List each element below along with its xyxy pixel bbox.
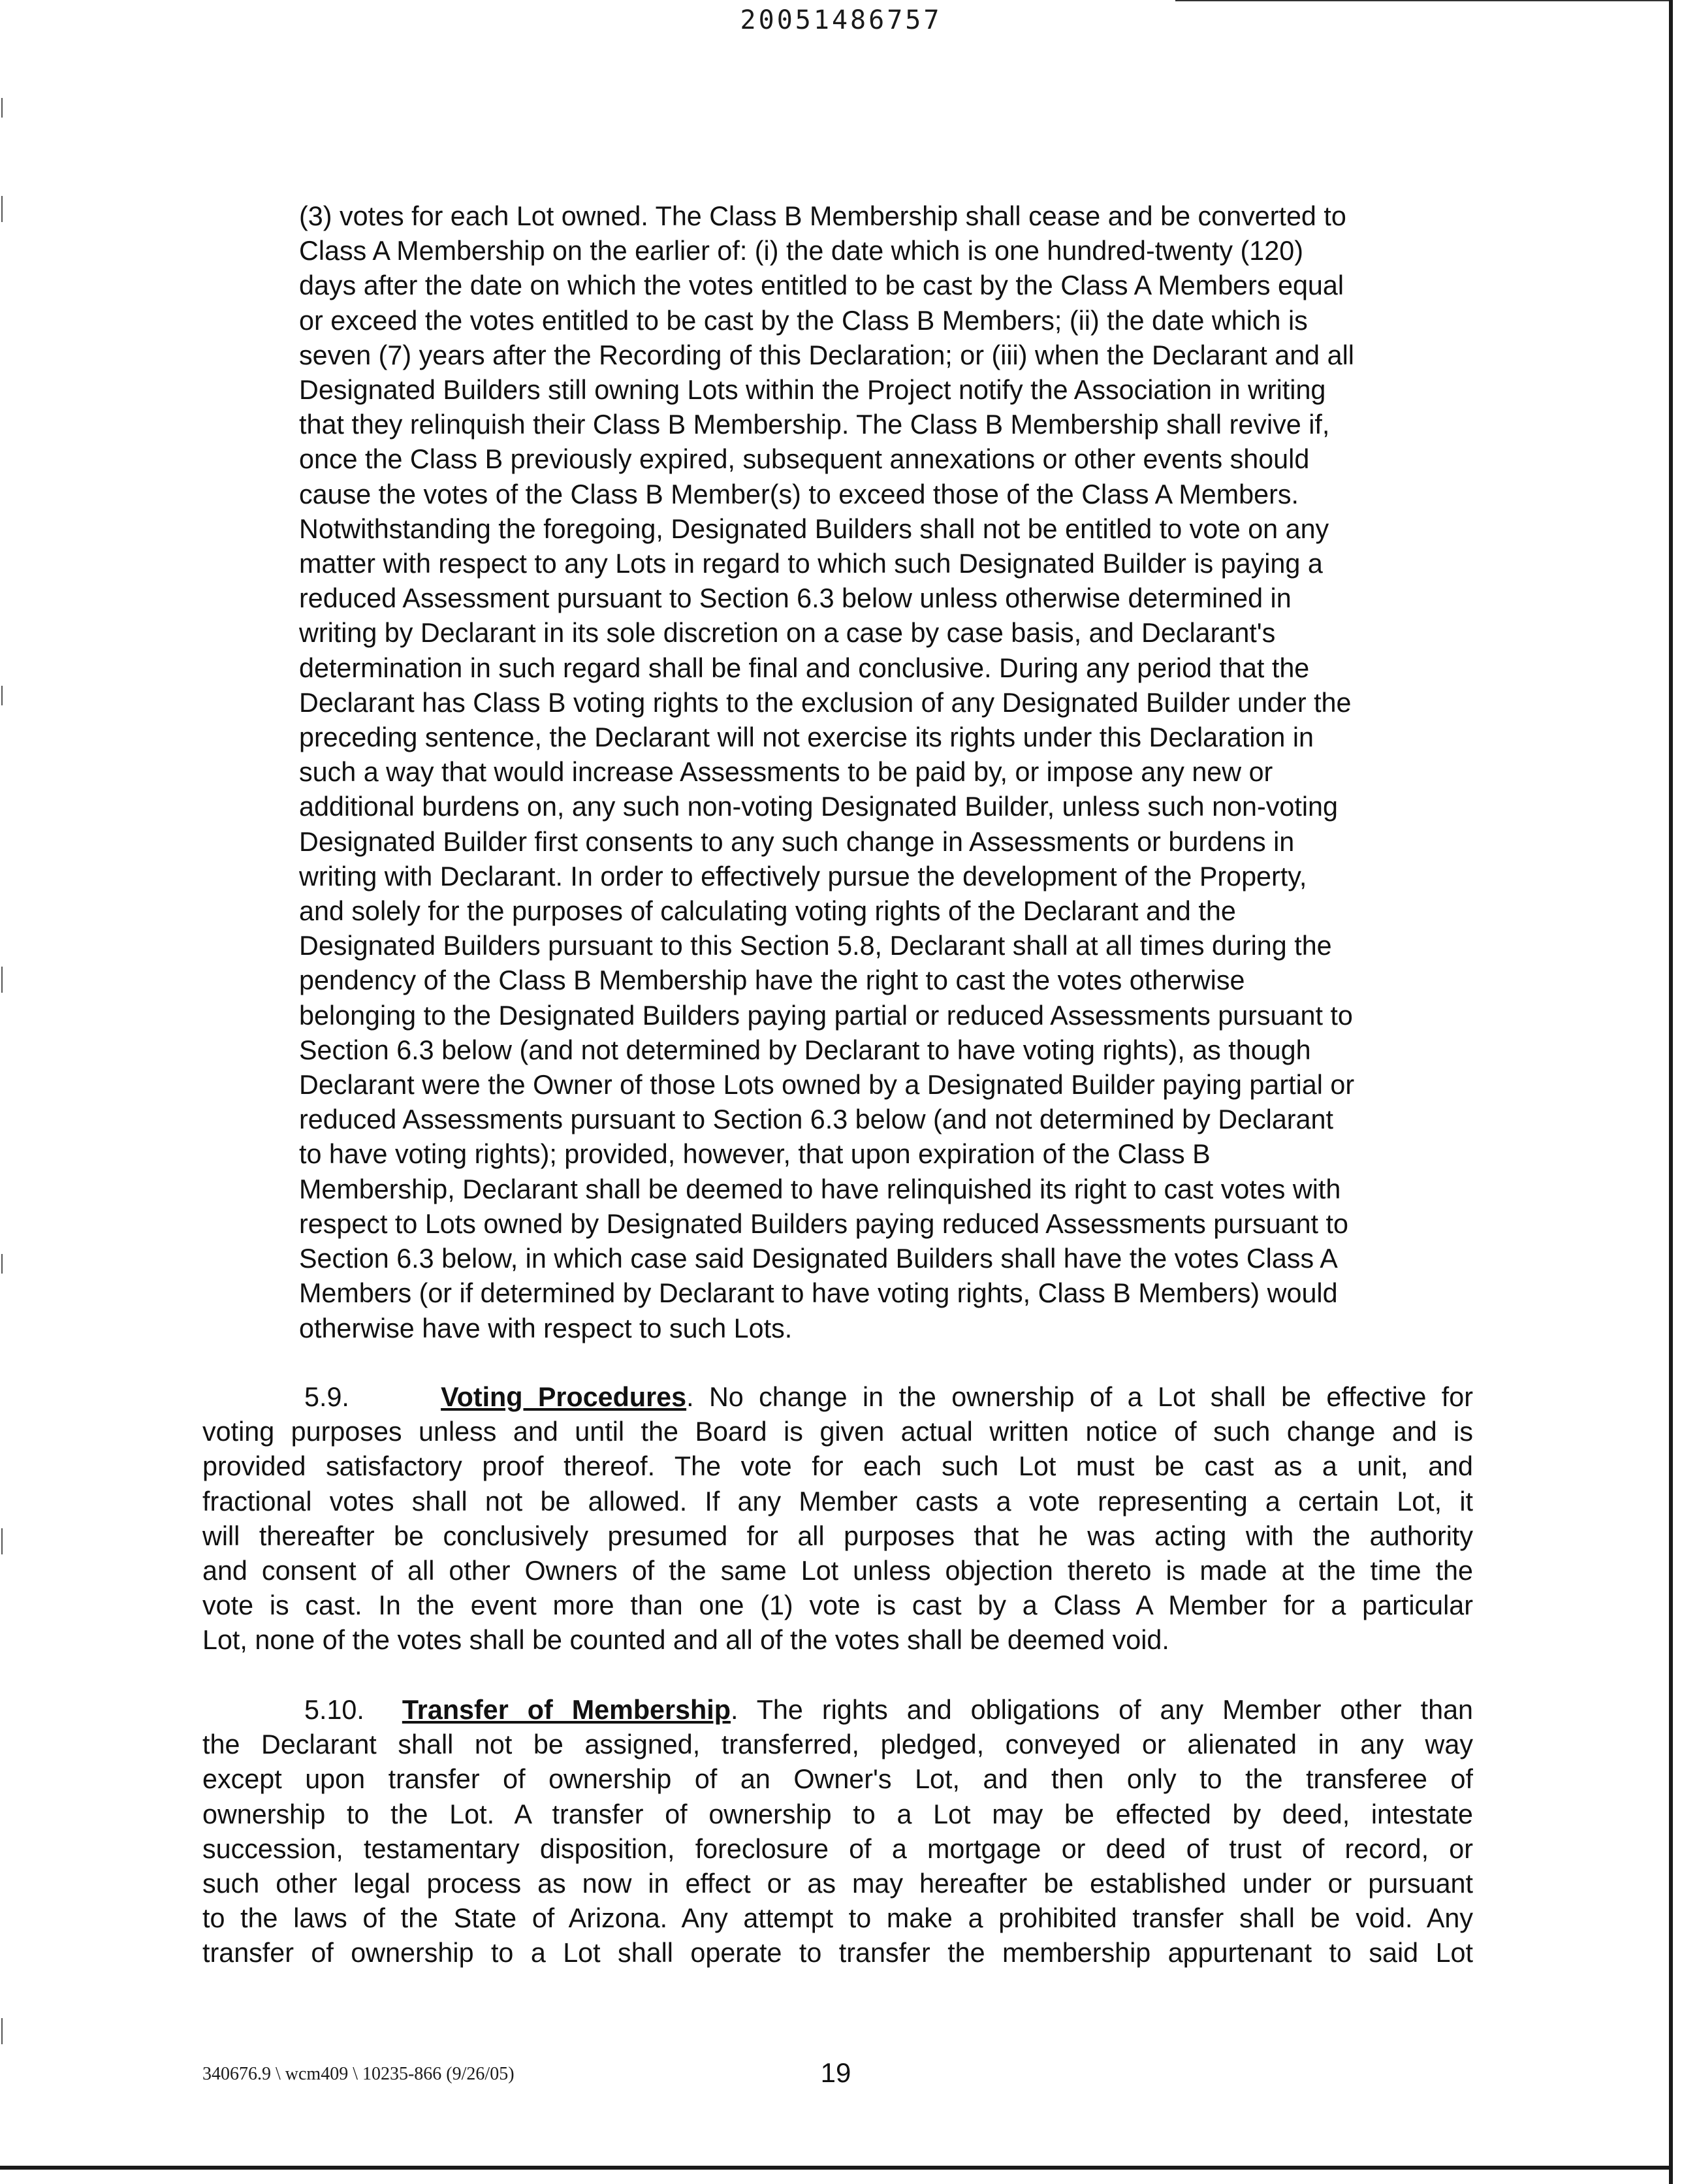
section-5-10 bbox=[202, 1693, 1473, 1971]
section-title: Transfer of Membership bbox=[402, 1695, 731, 1725]
section-title: Voting Procedures bbox=[441, 1382, 687, 1412]
text-line: Lot, none of the votes shall be counted and all of the votes shall be deemed void. bbox=[202, 1625, 1169, 1656]
text-line: determination in such regard shall be final and conclusive. During any period that the bbox=[299, 652, 1310, 683]
text-line: once the Class B previously expired, subsequent annexations or other events should bbox=[299, 444, 1310, 475]
footer-document-reference: 340676.9 \ wcm409 \ 10235-866 (9/26/05) bbox=[202, 2064, 515, 2084]
text-line: cause the votes of the Class B Member(s) to exceed those of the Class A Members. bbox=[299, 479, 1299, 509]
text-line: Membership, Declarant shall be deemed to have relinquished its right to cast votes with bbox=[299, 1174, 1341, 1204]
text-line: Declarant were the Owner of those Lots owned by a Designated Builder paying partial or bbox=[299, 1070, 1355, 1100]
section-number: 5.10. bbox=[304, 1695, 364, 1725]
text-line: pendency of the Class B Membership have the right to cast the votes otherwise bbox=[299, 965, 1245, 996]
text-fragment: . The rights and obligations of any Member other than bbox=[730, 1695, 1473, 1725]
text-line: Declarant has Class B voting rights to the exclusion of any Designated Builder under the bbox=[299, 687, 1352, 718]
text-line: (3) votes for each Lot owned. The Class B Membership shall cease and be converted to bbox=[299, 201, 1346, 231]
text-line: transfer of ownership to a Lot shall operate to transfer the membership appurtenant to said Lot bbox=[202, 1938, 1473, 1968]
text-line: writing with Declarant. In order to effectively pursue the development of the Property, bbox=[299, 861, 1307, 891]
margin-mark bbox=[1, 1528, 3, 1554]
text-line: Section 6.3 below, in which case said Designated Builders shall have the votes Class A bbox=[299, 1244, 1338, 1274]
text-line: reduced Assessments pursuant to Section 6.3 below (and not determined by Declarant bbox=[299, 1104, 1333, 1135]
text-line: days after the date on which the votes entitled to be cast by the Class A Members equal bbox=[299, 270, 1344, 301]
section-5-8-continued bbox=[299, 199, 1354, 1346]
text-line: additional burdens on, any such non-voting Designated Builder, unless such non-voting bbox=[299, 792, 1338, 822]
text-line: matter with respect to any Lots in regard to which such Designated Builder is paying a bbox=[299, 549, 1323, 579]
text-line: provided satisfactory proof thereof. The vote for each such Lot must be cast as a unit, and bbox=[202, 1451, 1473, 1482]
text-line: and solely for the purposes of calculating voting rights of the Declarant and the bbox=[299, 896, 1236, 927]
text-line: belonging to the Designated Builders paying partial or reduced Assessments pursuant to bbox=[299, 1000, 1353, 1031]
text-line: or exceed the votes entitled to be cast by the Class B Members; (ii) the date which is bbox=[299, 305, 1308, 336]
margin-mark bbox=[1, 196, 3, 222]
text-line: vote is cast. In the event more than one (1) vote is cast by a Class A Member for a particular bbox=[202, 1590, 1473, 1621]
scan-border-right bbox=[1669, 0, 1673, 2184]
text-line: Members (or if determined by Declarant to have voting rights, Class B Members) would bbox=[299, 1278, 1338, 1309]
text-line: seven (7) years after the Recording of this Declaration; or (iii) when the Declarant and all bbox=[299, 340, 1354, 370]
section-heading-line bbox=[304, 1693, 1473, 1727]
text-line: Class A Membership on the earlier of: (i) the date which is one hundred-twenty (120) bbox=[299, 236, 1303, 266]
text-line: the Declarant shall not be assigned, transferred, pledged, conveyed or alienated in any way bbox=[202, 1729, 1473, 1760]
section-5-9 bbox=[202, 1380, 1473, 1658]
margin-mark bbox=[1, 2018, 3, 2044]
margin-mark bbox=[1, 98, 3, 118]
text-line: will thereafter be conclusively presumed for all purposes that he was acting with the authority bbox=[202, 1520, 1473, 1551]
text-line: Section 6.3 below (and not determined by Declarant to have voting rights), as though bbox=[299, 1035, 1311, 1065]
section-number: 5.9. bbox=[304, 1382, 349, 1412]
text-line: Designated Builders still owning Lots within the Project notify the Association in writing bbox=[299, 375, 1326, 406]
text-line: writing by Declarant in its sole discretion on a case by case basis, and Declarant's bbox=[299, 618, 1276, 649]
scan-artifact-line bbox=[1175, 0, 1669, 1]
text-line: voting purposes unless and until the Board is given actual written notice of such change and is bbox=[202, 1417, 1473, 1447]
text-line: otherwise have with respect to such Lots. bbox=[299, 1313, 793, 1343]
margin-mark bbox=[1, 1254, 3, 1274]
text-line: to have voting rights); provided, however, that upon expiration of the Class B bbox=[299, 1139, 1211, 1170]
text-line: succession, testamentary disposition, foreclosure of a mortgage or deed of trust of record, or bbox=[202, 1833, 1473, 1864]
text-line: respect to Lots owned by Designated Builders paying reduced Assessments pursuant to bbox=[299, 1208, 1348, 1239]
text-line: ownership to the Lot. A transfer of ownership to a Lot may be effected by deed, intestate bbox=[202, 1799, 1473, 1829]
margin-mark bbox=[1, 967, 3, 993]
text-line: to the laws of the State of Arizona. Any attempt to make a prohibited transfer shall be void. Any bbox=[202, 1903, 1473, 1934]
recording-number: 20051486757 bbox=[740, 5, 942, 35]
text-line: that they relinquish their Class B Membership. The Class B Membership shall revive if, bbox=[299, 410, 1330, 440]
text-line: Designated Builder first consents to any such change in Assessments or burdens in bbox=[299, 826, 1295, 857]
text-line: preceding sentence, the Declarant will not exercise its rights under this Declaration in bbox=[299, 722, 1314, 753]
section-heading-line bbox=[304, 1380, 1473, 1415]
text-line: and consent of all other Owners of the same Lot unless objection thereto is made at the time the bbox=[202, 1556, 1473, 1586]
text-line: except upon transfer of ownership of an Owner's Lot, and then only to the transferee of bbox=[202, 1764, 1473, 1795]
text-line: reduced Assessment pursuant to Section 6.3 below unless otherwise determined in bbox=[299, 583, 1292, 614]
text-line: such other legal process as now in effect or as may hereafter be established under or pursuant bbox=[202, 1869, 1473, 1899]
scan-border-bottom bbox=[0, 2166, 1673, 2170]
text-line: Notwithstanding the foregoing, Designated Builders shall not be entitled to vote on any bbox=[299, 513, 1329, 544]
margin-mark bbox=[1, 686, 3, 705]
page-number: 19 bbox=[820, 2057, 851, 2088]
text-line: fractional votes shall not be allowed. If any Member casts a vote representing a certain Lot, it bbox=[202, 1486, 1473, 1517]
text-line: such a way that would increase Assessments to be paid by, or impose any new or bbox=[299, 757, 1273, 788]
text-line: Designated Builders pursuant to this Section 5.8, Declarant shall at all times during the bbox=[299, 931, 1332, 961]
text-fragment: . No change in the ownership of a Lot shall be effective for bbox=[686, 1382, 1474, 1412]
